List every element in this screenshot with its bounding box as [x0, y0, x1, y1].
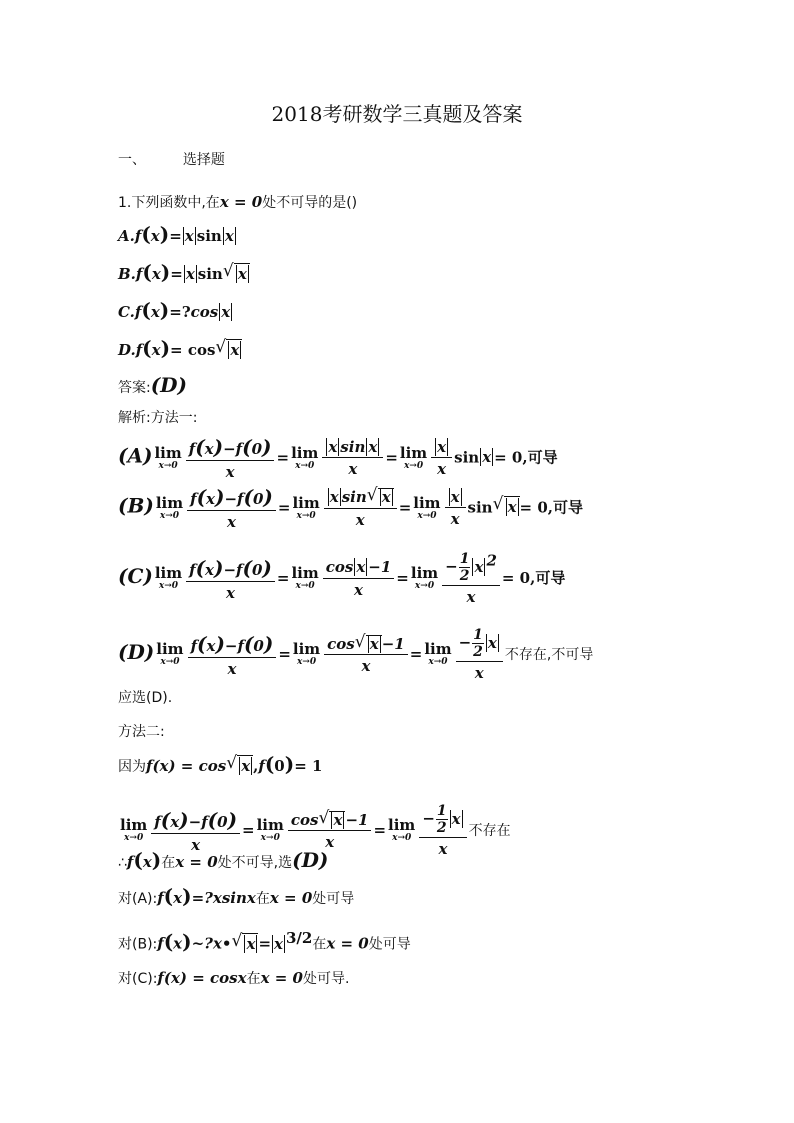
option-c-label: C. — [118, 303, 135, 321]
choose-line: 应选(D). — [118, 690, 173, 706]
option-b: B.f(x)= x sin√ x — [118, 262, 250, 285]
answer-value: (D) — [150, 373, 187, 397]
page-title: 2018考研数学三真题及答案 — [271, 102, 523, 126]
therefore-mid: 在 — [161, 855, 176, 871]
option-d: D.f(x)= cos√ x — [118, 338, 242, 361]
check-b: 对(B):f(x)~?x•√ x = x $^{3/2}$在x = 0处可导 — [118, 928, 411, 955]
analysis-b: (B) lim x→0 $\frac{f(x)-f(0)}{x}$ = lim x→0 $\frac{\text{x sin√ x}}{x}$ = lim x→0 $\frac{x}{x}$ sin√ x = 0,可导 — [118, 486, 583, 531]
section-number: 一、 — [118, 152, 146, 168]
stem-suffix: 处不可导的是() — [262, 195, 358, 211]
question-stem — [118, 192, 357, 213]
check-c-label: 对(C): — [118, 971, 158, 987]
therefore-line: ∴f(x)在x = 0处不可导,选(D) — [118, 848, 329, 872]
stem-condition: x = 0 — [219, 193, 263, 211]
because-word: 因为 — [118, 759, 146, 775]
therefore-symbol: ∴ — [118, 855, 127, 871]
analysis-a-result: = 0,可导 — [494, 448, 558, 467]
because-line: 因为f(x) = cos√ x ,f(0)= 1 — [118, 754, 322, 777]
analysis-c-tag: (C) — [118, 563, 153, 588]
analysis-c-result: = 0,可导 — [501, 568, 566, 587]
option-a-label: A. — [118, 227, 135, 245]
check-b-label: 对(B): — [118, 936, 158, 953]
check-c-at: 在 — [246, 971, 261, 987]
analysis-d-result: 不存在,不可导 — [504, 646, 594, 663]
analysis-d-tag: (D) — [118, 639, 155, 664]
check-b-at: 在 — [312, 936, 327, 953]
limit-method-two: lim x→0 $\frac{f(x)-f(0)}{x}$ = lim x→0 $\frac{\cos√ x -1}{x}$ = lim x→0 − $\frac{1}{2}$ x x 不存在 — [118, 804, 511, 858]
analysis-a-tag: (A) — [118, 443, 153, 468]
check-c: 对(C):f(x) = cosx在x = 0处可导. — [118, 969, 350, 987]
option-b-label: B. — [118, 265, 136, 283]
analysis-label: 解析:方法一: — [118, 410, 198, 426]
stem-prefix: 1.下列函数中,在 — [118, 195, 220, 211]
method-two-label: 方法二: — [118, 724, 165, 740]
check-c-cond: x = 0 — [260, 969, 303, 987]
check-a-label: 对(A): — [118, 891, 158, 907]
analysis-b-tag: (B) — [118, 493, 154, 518]
check-b-cond: x = 0 — [326, 934, 369, 953]
answer-line — [118, 375, 187, 398]
check-c-diff: 处可导. — [302, 971, 350, 987]
analysis-b-result: = 0,可导 — [519, 498, 583, 517]
check-b-diff: 处可导 — [368, 936, 411, 953]
therefore-suffix: 处不可导,选 — [217, 855, 293, 871]
section-heading — [118, 150, 225, 170]
check-a-cond: x = 0 — [269, 889, 313, 907]
check-a: 对(A):f(x)=?xsinx在x = 0处可导 — [118, 884, 355, 908]
therefore-choice: (D) — [292, 848, 329, 872]
analysis-a: (A) lim x→0 $\frac{f(x)-f(0)}{x}$ = lim x→0 $\frac{\text{x sin x}}{x}$ = lim x→0 $\frac{x}{x}$ sin x = 0,可导 — [118, 435, 558, 481]
option-d-label: D. — [118, 341, 136, 359]
option-c: C.f(x)=?cos x — [118, 298, 231, 322]
therefore-cond: x = 0 — [175, 853, 218, 871]
not-exist-text: 不存在 — [468, 822, 511, 839]
analysis-d: (D) lim x→0 $\frac{f(x)-f(0)}{x}$ = lim x→0 $\frac{\cos√ x -1}{x}$ = lim x→0 − $\frac{1}{2}$ x x 不存在,不可导 — [118, 628, 593, 682]
check-a-at: 在 — [255, 891, 270, 907]
check-a-diff: 处可导 — [312, 891, 355, 907]
analysis-c: (C) lim x→0 $\frac{f(x)-f(0)}{x}$ = lim x→0 $\frac{\text{cos x −1}}{x}$ = lim x→0 − $\frac{1}{2}$ x $^2$ x = 0,可导 — [118, 551, 566, 606]
section-name: 选择题 — [182, 152, 225, 168]
answer-label: 答案: — [118, 380, 151, 396]
option-a: A.f(x)= x sin x — [118, 222, 234, 246]
